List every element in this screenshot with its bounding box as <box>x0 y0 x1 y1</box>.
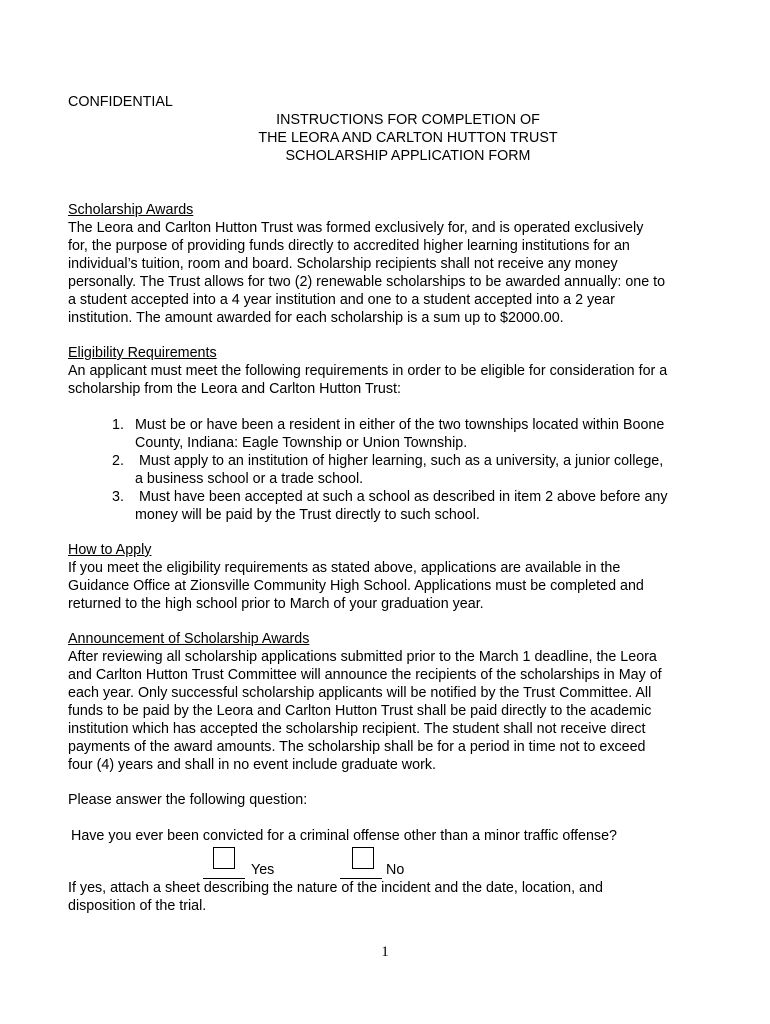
list-item-line: a business school or a trade school. <box>135 471 364 487</box>
list-item-line: money will be paid by the Trust directly to such school. <box>135 507 480 523</box>
announcement-line: and Carlton Hutton Trust Committee will announce the recipients of the scholarships in May of <box>68 667 662 683</box>
announcement-line: institution which has accepted the scholarship recipient. The student shall not receive direct <box>68 721 646 737</box>
announcement-heading: Announcement of Scholarship Awards <box>68 631 310 647</box>
no-label: No <box>386 862 405 878</box>
confidential-label: CONFIDENTIAL <box>68 94 173 110</box>
awards-line: institution. The amount awarded for each scholarship is a sum up to $2000.00. <box>68 310 564 326</box>
announcement-line: each year. Only successful scholarship applicants will be notified by the Trust Committee. All <box>68 685 652 701</box>
awards-line: for, the purpose of providing funds directly to accredited higher learning institutions for an <box>68 238 630 254</box>
question-text: Have you ever been convicted for a criminal offense other than a minor traffic offense? <box>71 828 617 844</box>
question-prompt: Please answer the following question: <box>68 792 308 808</box>
how-to-apply-line: If you meet the eligibility requirements as stated above, applications are available in the <box>68 560 621 576</box>
how-to-apply-heading: How to Apply <box>68 542 152 558</box>
list-number: 2. <box>112 453 124 469</box>
awards-line: personally. The Trust allows for two (2) renewable scholarships to be awarded annually: one to <box>68 274 666 290</box>
title-line-2: THE LEORA AND CARLTON HUTTON TRUST <box>258 130 558 146</box>
followup-line: disposition of the trial. <box>68 898 207 914</box>
list-item-line: Must be or have been a resident in either of the two townships located within Boone <box>135 417 665 433</box>
followup-line: If yes, attach a sheet describing the nature of the incident and the date, location, and <box>68 880 603 896</box>
no-checkbox[interactable] <box>352 847 374 869</box>
awards-heading: Scholarship Awards <box>68 202 194 218</box>
page-number: 1 <box>381 944 389 960</box>
title-line-1: INSTRUCTIONS FOR COMPLETION OF <box>276 112 540 128</box>
how-to-apply-line: Guidance Office at Zionsville Community High School. Applications must be completed and <box>68 578 644 594</box>
yes-label: Yes <box>251 862 275 878</box>
list-item-line: County, Indiana: Eagle Township or Union Township. <box>135 435 468 451</box>
eligibility-heading: Eligibility Requirements <box>68 345 217 361</box>
list-number: 1. <box>112 417 124 433</box>
awards-line: individual’s tuition, room and board. Scholarship recipients shall not receive any money <box>68 256 618 272</box>
announcement-line: funds to be paid by the Leora and Carlton Hutton Trust shall be paid directly to the academic <box>68 703 652 719</box>
announcement-line: four (4) years and shall in no event include graduate work. <box>68 757 436 773</box>
list-item-line: Must have been accepted at such a school as described in item 2 above before any <box>135 489 668 505</box>
announcement-line: payments of the award amounts. The scholarship shall be for a period in time not to exceed <box>68 739 646 755</box>
awards-line: a student accepted into a 4 year institution and one to a student accepted into a 2 year <box>68 292 615 308</box>
list-number: 3. <box>112 489 124 505</box>
eligibility-line: An applicant must meet the following requirements in order to be eligible for consideration for a <box>68 363 668 379</box>
eligibility-line: scholarship from the Leora and Carlton Hutton Trust: <box>68 381 401 397</box>
announcement-line: After reviewing all scholarship applications submitted prior to the March 1 deadline, the Leora <box>68 649 657 665</box>
title-line-3: SCHOLARSHIP APPLICATION FORM <box>285 148 531 164</box>
awards-line: The Leora and Carlton Hutton Trust was formed exclusively for, and is operated exclusively <box>68 220 644 236</box>
list-item-line: Must apply to an institution of higher learning, such as a university, a junior college, <box>135 453 664 469</box>
how-to-apply-line: returned to the high school prior to March of your graduation year. <box>68 596 484 612</box>
yes-checkbox[interactable] <box>213 847 235 869</box>
